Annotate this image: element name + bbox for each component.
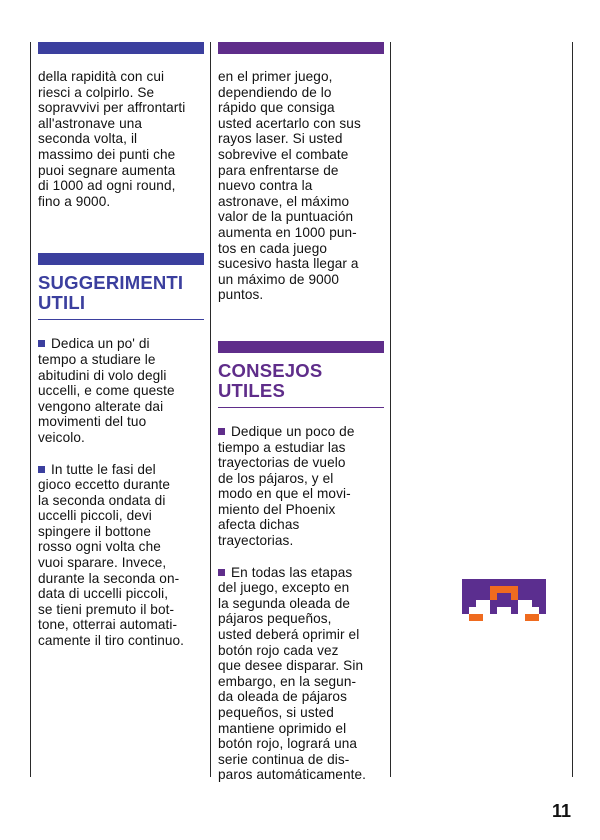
bullet-square-icon <box>218 428 225 435</box>
page-number: 11 <box>552 801 572 821</box>
spanish-heading-rule <box>218 407 384 408</box>
column-divider-far-right <box>572 42 573 777</box>
column-divider-middle <box>210 42 211 777</box>
spanish-tip-1 <box>218 424 384 549</box>
column-divider-left <box>30 42 31 777</box>
spanish-column <box>218 42 384 783</box>
italian-intro-text: della rapidità con cui riesci a colpirlo. Se sopravvivi per affrontarti all'astronave una seconda volta, il massimo dei punti che puoi segnare aumenta di 1000 ad ogni round, fino a 9000. <box>38 69 186 209</box>
italian-tip-1-text: Dedica un po' di tempo a studiare le abitudini di volo degli uccelli, e come queste vengono alterate dai movimenti del tuo veicolo. <box>38 336 175 445</box>
spanish-section-bar <box>218 341 384 353</box>
bullet-square-icon <box>38 340 45 347</box>
italian-tip-2 <box>38 462 204 649</box>
italian-heading-rule <box>38 319 204 320</box>
spanish-top-bar <box>218 42 384 54</box>
italian-top-bar <box>38 42 204 54</box>
italian-column <box>38 42 204 649</box>
column-divider-right <box>390 42 391 777</box>
spanish-intro-text: en el primer juego, dependiendo de lo rápido que consiga usted acertarlo con sus rayos laser. Si usted sobrevive el combate para enfrentarse de nuevo contra la astronave, el máximo valor de la puntuación aumenta en 1000 pun- tos en cada juego sucesivo hasta llegar a un máximo de 9000 puntos. <box>218 69 361 303</box>
italian-section-bar <box>38 253 204 265</box>
italian-tip-1 <box>38 336 204 445</box>
bullet-square-icon <box>38 466 45 473</box>
spanish-section-heading: CONSEJOS UTILES <box>218 359 323 401</box>
italian-section-heading: SUGGERIMENTI UTILI <box>38 272 184 314</box>
bullet-square-icon <box>218 569 225 576</box>
italian-tip-2-text: In tutte le fasi del gioco eccetto durante la seconda ondata di uccelli piccoli, devi spingere il bottone rosso ogni volta che vuoi sparare. Invece, durante la seconda on- data di uccelli piccoli, se tieni premuto il bot- tone, otterrai automati- camente il tiro continuo. <box>38 461 185 649</box>
space-invader-icon <box>462 579 546 621</box>
spanish-tip-2-text: En todas las etapas del juego, excepto en la segunda oleada de pájaros pequeños, usted deberá oprimir el botón rojo cada vez que desee disparar. Sin embargo, en la segun- da oleada de pájaros pequeños, si usted mantiene oprimido el botón rojo, logrará una serie continua de dis- paros automáticamente. <box>218 564 367 783</box>
spanish-tip-1-text: Dedique un poco de tiempo a estudiar las trayectorias de vuelo de los pájaros, y el modo en que el movi- miento del Phoenix afecta dichas trayectorias. <box>218 423 355 549</box>
spanish-tip-2 <box>218 565 384 783</box>
